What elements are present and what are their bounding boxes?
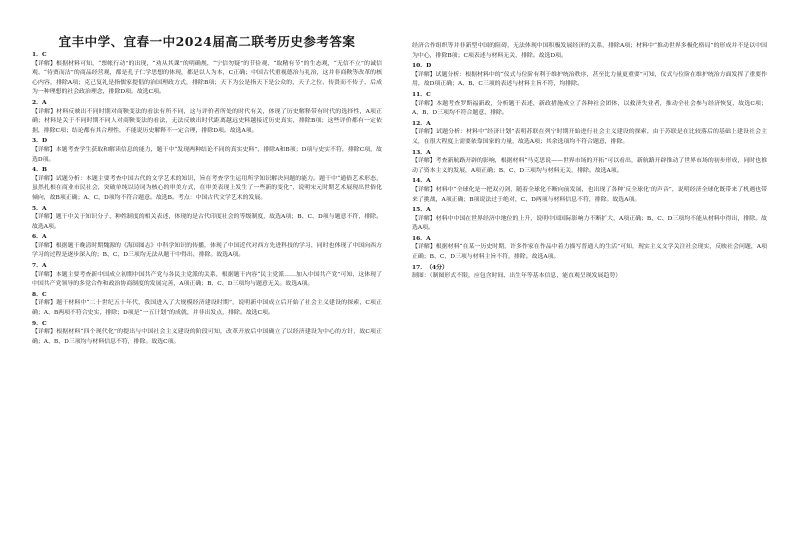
answer-number: 3．D (32, 137, 48, 145)
answer-block (32, 204, 382, 233)
answer-block (32, 261, 382, 290)
answer-number: 6．A (32, 233, 47, 241)
document-title: 宜丰中学、宜春一中2024届高二联考历史参考答案 (58, 34, 356, 49)
answer-number: 17．（4分） (412, 263, 448, 271)
answer-block (412, 176, 767, 205)
answer-number: 1．C (32, 51, 47, 58)
answer-number: 7．A (32, 262, 47, 270)
answer-block (412, 148, 767, 177)
answer-detail: 【详解】本题考查学生获取和解读信息的能力，题干中“发现两种结论不同的真实史料”，排除A和B项；D项与史实不符，排除C项，故选D项。 (32, 146, 382, 163)
answer-block (32, 319, 382, 348)
answer-number: 2．A (32, 98, 47, 106)
answer-block (412, 90, 767, 119)
answer-block (32, 290, 382, 319)
answer-number: 16．A (412, 234, 431, 242)
answer-detail: 【详解】考查新航路开辟的影响，根据材料“马克思说——世界市场的开拓”可以看出，新航路开辟推动了世界市场的初步形成，同时也推动了资本主义的发展，A项正确；B、C、D三项均与材料无关，排除。故选A项。 (412, 158, 767, 174)
answer-block (412, 234, 767, 263)
answer-detail: 经济合作组织等并非新型中国的阻碍，无法体现中国积极发展经济的关系，排除A项；材料中“推动世界多极化格局”的形成并不是以中国为中心，排除B项；C项表述与材料无关，排除。故选D项。 (412, 43, 767, 59)
answer-number: 11．C (412, 90, 431, 98)
answer-detail: 【详解】根据材料“在某一历史时期，许多作家在作品中着力描写普通人的生活”可知，现实主义文学关注社会现实，反映社会问题，A项正确；B、C、D三项与材料主旨不符，排除。故选A项。 (412, 244, 767, 261)
answer-block (32, 98, 382, 136)
answer-detail: 【详解】根据题干晚清时期魏源的《海国图志》中科学知识的传播，体现了中国近代对西方先进科技的学习，同时也体现了中国向西方学习的过程是逐步深入的；B、C、D三项均无法从题干中得出，排除。故选A项。 (32, 242, 382, 259)
left-column (32, 50, 382, 549)
answer-number: 8．C (32, 290, 47, 298)
answer-block (32, 165, 382, 203)
answer-detail: 【详解】本题考查罗斯福新政，分析题干表述，新政措施成立了各种社会团体，以救济失业者，推动全社会参与经济恢复，故选C项；A、B、D三项均不符合题意，排除。 (412, 100, 767, 117)
answer-number: 12．A (412, 119, 431, 127)
answer-block (412, 263, 767, 282)
answer-detail: 【详解】题干材料中“二十世纪五十年代，我国进入了大规模经济建设时期”，说明新中国成立后开始了社会主义建设的探索，C项正确；A、B两项不符合史实，排除；D项是“一五计划”的成就，并非出发点，排除。故选C项。 (32, 300, 382, 317)
answer-block (412, 42, 767, 61)
answer-number: 5．A (32, 204, 47, 212)
answer-detail: 制图：（制图形式不限，应包含时间、出生年等基本信息，能直观呈现发展趋势） (412, 273, 622, 280)
answer-detail: 【详解】试题分析：根据材料中的“仪式与位阶有利于维护统治秩序，甚至比力量更重要”可知，仪式与位阶在维护统治方面发挥了重要作用，故D项正确；A、B、C三项的表述与材料主旨不符，均排除。 (412, 71, 767, 88)
answer-block (32, 50, 382, 98)
answer-number: 14．A (412, 177, 431, 185)
answer-block (412, 61, 767, 90)
answer-number: 9．C (32, 319, 47, 327)
answer-number: 4．B (32, 166, 47, 174)
answer-block (32, 232, 382, 261)
answer-detail: 【详解】根据材料可知，“票帐行动”的出现，“劝从其课”的明确规，“宁信勿疑”的节俭观、“取精有节”的生态观，“无信不立”的诚信观、“待贾而沽”的商品经营观，都是孔子仁学思想的体现，都是以人为本，C正确；中国古代重视德治与礼治，这并非商鞅等改革的核心内容，排除A项；克己复礼是指儒家提倡的治国理政方式，排除B项；天下为公是指天下是公众的，天子之位，传贤而不传子，后成为一种理想的社会政治理念，排除D项。故选C项。 (32, 60, 382, 96)
answer-detail: 【详解】试题分析：材料中“经济计划”表明苏联在列宁时期开始进行社会主义建设的探索，由于苏联是在比较落后的基础上建设社会主义，在很大程度上需要依靠国家的力量，故选A项；其余选项均不符合题意，排除。 (412, 129, 767, 145)
answer-block (412, 119, 767, 148)
answer-detail: 【详解】材料中“全球化是一把双刃剑，随着全球化不断向前发展，也出现了各种‘反全球化’的声音”，说明经济全球化既带来了机遇也带来了挑战，A项正确；B项说法过于绝对，C、D两项与材料信息不符，排除。故选A项。 (412, 186, 767, 203)
answer-number: 10．D (412, 62, 432, 70)
answer-detail: 【详解】根据材料“四个现代化”的提出与中国社会主义建设的阶段可知，改革开放后中国确立了以经济建设为中心的方针，故C项正确；A、B、D三项均与材料信息不符，排除。故选C项。 (32, 329, 382, 345)
answer-detail: 【详解】材料中中国在世界经济中地位的上升，说明中国国际影响力不断扩大，A项正确；B、C、D三项均不能从材料中得出，排除。故选A项。 (412, 215, 767, 232)
answer-detail: 【详解】题干中关于知识分子、种姓制度的相关表述，体现的是古代印度社会的等级制度，故选A项；B、C、D项与题意不符，排除。故选A项。 (32, 214, 382, 230)
answer-block (32, 136, 382, 165)
answer-block (412, 205, 767, 234)
answer-number: 13．A (412, 148, 431, 156)
answer-detail: 【详解】本题主要考查新中国成立初期中国共产党与各民主党派的关系，根据题干内容“民主党派……加入中国共产党”可知，这体现了中国共产党领导的多党合作和政治协商制度的发展完善，A项正确；B、C、D三项均与题意无关。故选A项。 (32, 271, 382, 288)
right-column (412, 42, 767, 549)
answer-detail: 【详解】材料反映出不同时期对商鞅变法的看法有所不同，这与评价者所处的时代有关，体现了历史解释带有时代的选择性，A项正确；材料是关于不同时期不同人对商鞅变法的看法，无法反映出时代距离越远史料越接近历史真实，排除B项；这些评价都有一定依据，排除C项；结论都有其合理性，不能说历史解释不一定合理，排除D项。故选A项。 (32, 108, 382, 134)
answer-detail: 【详解】试题分析：本题主要考查中国古代的文学艺术的知识，旨在考查学生运用所学知识解决问题的能力。题干中“通俗艺术形态，虽然扎根在商业市民社会，突破单纯以诗词为核心的审美方式，在审美表现上发生了一些新的变化”，说明宋元时期艺术展现出世俗化倾向，故B项正确；A、C、D项均不符合题意。故选B。考点：中国古代文学艺术的发展。 (32, 175, 382, 201)
answer-number: 15．A (412, 206, 431, 214)
